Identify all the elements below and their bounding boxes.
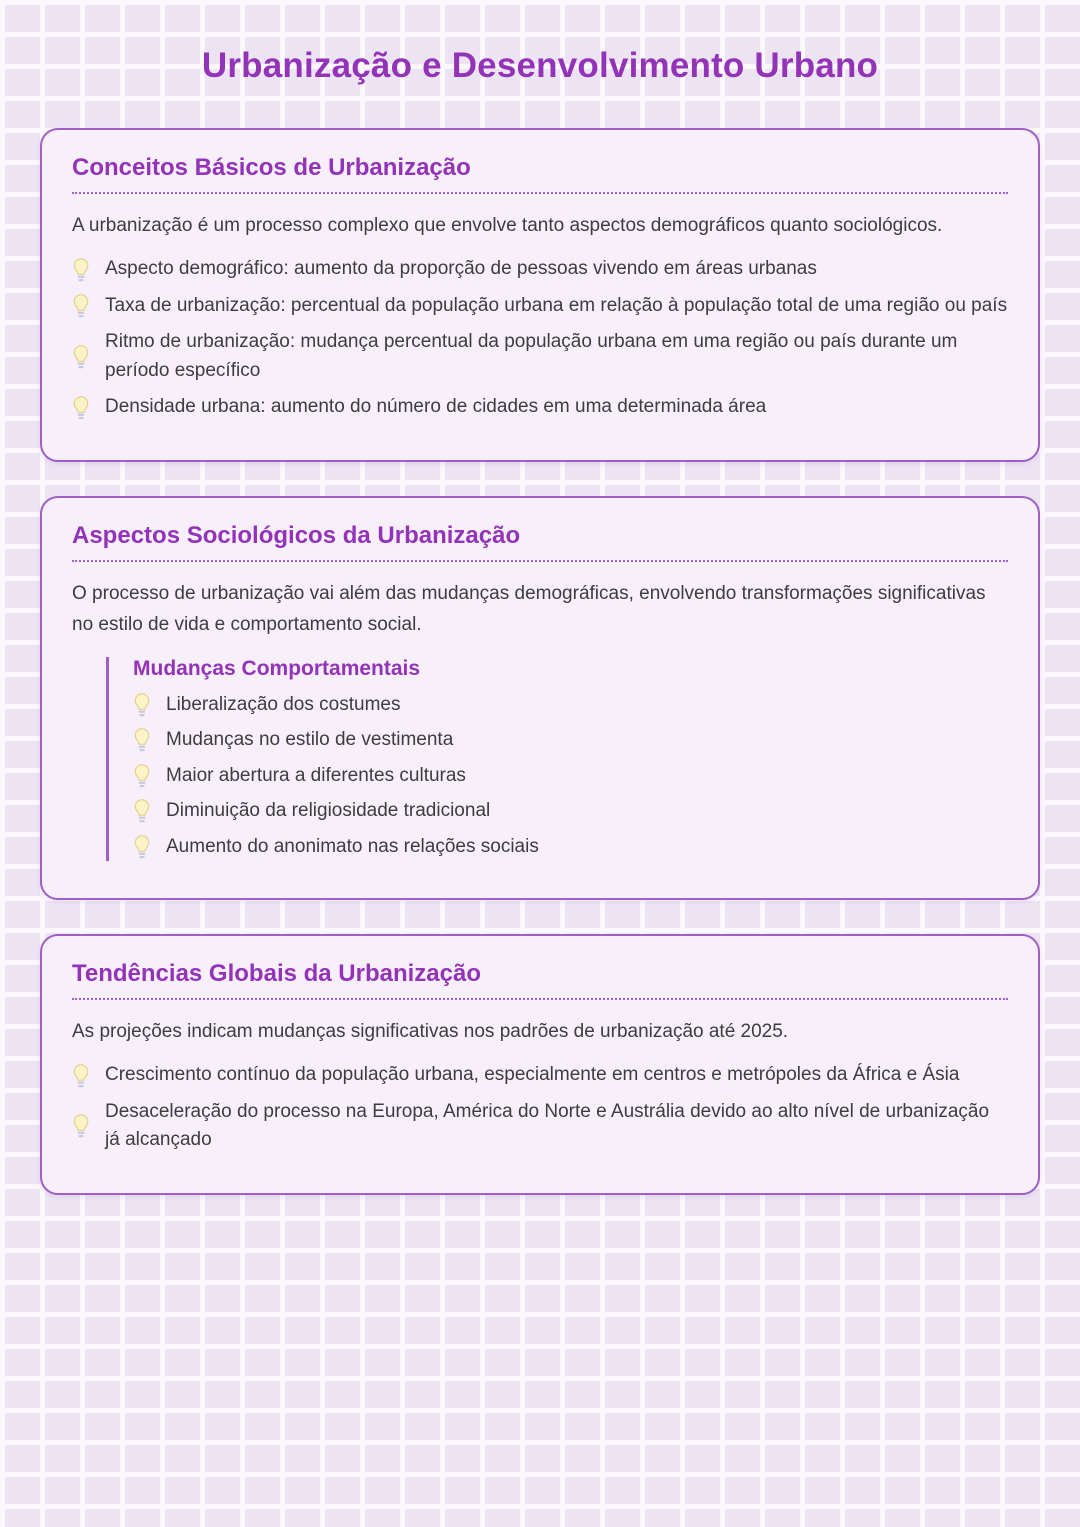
lightbulb-icon [72, 344, 90, 370]
bullet-list [133, 691, 1008, 862]
subsection-heading: Mudanças Comportamentais [133, 656, 421, 680]
section-intro: O processo de urbanização vai além das mudanças demográficas, envolvendo transformações significativas no estilo de vida e comportamento social. [72, 582, 986, 636]
bullet-item [133, 797, 1008, 826]
bullet-item [133, 833, 1008, 862]
lightbulb-icon [133, 727, 151, 753]
section-heading: Aspectos Sociológicos da Urbanização [72, 522, 1008, 562]
subsection-mudancas-comportamentais [106, 657, 1008, 862]
section-card-aspectos-sociologicos [40, 496, 1040, 900]
bullet-text: Ritmo de urbanização: mudança percentual da população urbana em uma região ou país durante um período específico [105, 331, 958, 381]
bullet-item [72, 393, 1008, 422]
bullet-text: Mudanças no estilo de vestimenta [166, 729, 454, 751]
section-intro: A urbanização é um processo complexo que envolve tanto aspectos demográficos quanto sociológicos. [72, 215, 943, 236]
bullet-item [72, 1061, 1008, 1090]
lightbulb-icon [133, 763, 151, 789]
bullet-list [72, 1061, 1008, 1155]
bullet-item [133, 691, 1008, 720]
section-card-tendencias-globais [40, 934, 1040, 1195]
bullet-text: Crescimento contínuo da população urbana, especialmente em centros e metrópoles da África e Ásia [105, 1064, 960, 1086]
bullet-text: Desaceleração do processo na Europa, América do Norte e Austrália devido ao alto nível de urbanização já alcançado [105, 1100, 990, 1151]
bullet-item [72, 328, 1008, 385]
bullet-item [72, 292, 1008, 321]
bullet-text: Aspecto demográfico: aumento da proporção de pessoas vivendo em áreas urbanas [105, 258, 817, 280]
lightbulb-icon [72, 293, 90, 319]
bullet-item [72, 1098, 1008, 1155]
bullet-list [72, 255, 1008, 422]
lightbulb-icon [133, 834, 151, 860]
lightbulb-icon [133, 798, 151, 824]
bullet-text: Aumento do anonimato nas relações sociais [166, 835, 539, 857]
section-intro: As projeções indicam mudanças significativas nos padrões de urbanização até 2025. [72, 1021, 789, 1043]
bullet-text: Taxa de urbanização: percentual da população urbana em relação à população total de uma região ou país [105, 294, 1008, 316]
lightbulb-icon [72, 1063, 90, 1089]
lightbulb-icon [72, 257, 90, 283]
section-card-conceitos-basicos [40, 128, 1040, 462]
bullet-text: Densidade urbana: aumento do número de cidades em uma determinada área [105, 396, 767, 418]
bullet-item [133, 726, 1008, 755]
bullet-text: Maior abertura a diferentes culturas [166, 764, 466, 786]
section-heading: Conceitos Básicos de Urbanização [72, 154, 1008, 194]
bullet-text: Diminuição da religiosidade tradicional [166, 800, 491, 822]
lightbulb-icon [133, 692, 151, 718]
bullet-text: Liberalização dos costumes [166, 693, 401, 715]
section-heading: Tendências Globais da Urbanização [72, 960, 1008, 1000]
page-title: Urbanização e Desenvolvimento Urbano [201, 46, 879, 85]
lightbulb-icon [72, 1113, 90, 1139]
bullet-item [72, 255, 1008, 284]
lightbulb-icon [72, 395, 90, 421]
bullet-item [133, 762, 1008, 791]
